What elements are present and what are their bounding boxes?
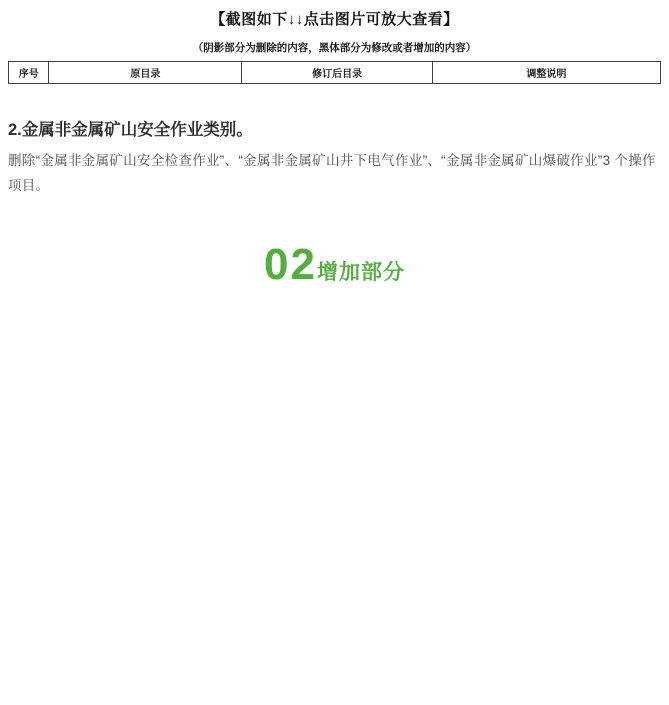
column-header: 调整说明	[432, 62, 660, 84]
comparison-table	[8, 61, 661, 84]
catalog-table-electrician-image[interactable]	[8, 61, 661, 84]
section2-heading: 2.金属非金属矿山安全作业类别。	[8, 121, 253, 139]
table-header-row	[9, 62, 661, 84]
column-header: 原目录	[49, 62, 242, 84]
column-header: 序号	[9, 62, 49, 84]
section-02-banner	[0, 240, 669, 300]
section2-paragraph: 删除“金属非金属矿山安全检查作业”、“金属非金属矿山井下电气作业”、“金属非金属矿山爆破作业”3 个操作项目。	[8, 153, 656, 193]
legend-note: （阴影部分为删除的内容，黑体部分为修改或者增加的内容）	[192, 43, 477, 54]
page-title: 【截图如下↓↓点击图片可放大查看】	[210, 11, 459, 28]
column-header: 修订后目录	[242, 62, 432, 84]
section-number: 02	[264, 240, 317, 289]
section-label: 增加部分	[316, 261, 405, 284]
